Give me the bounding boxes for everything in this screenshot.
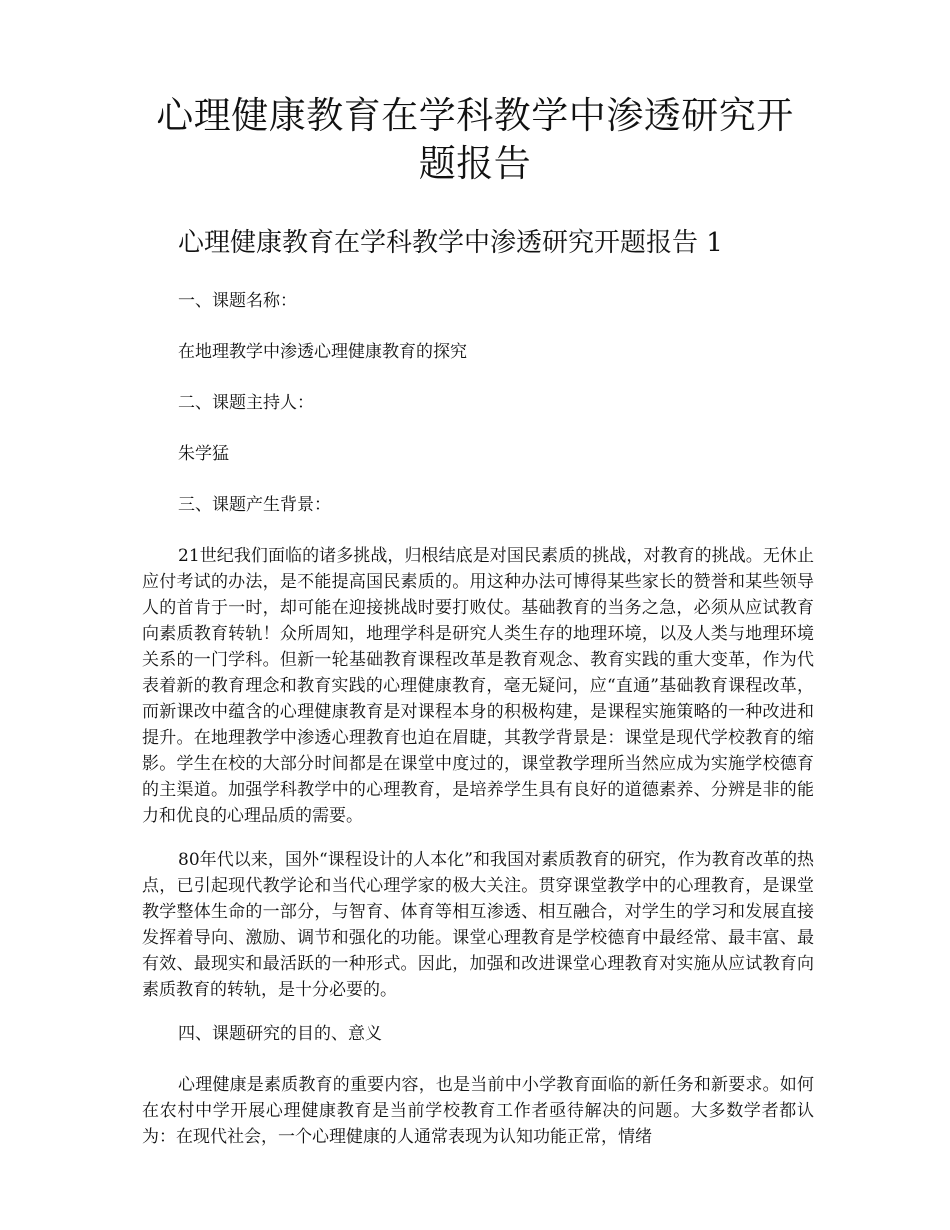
paragraph-background-1: 21世纪我们面临的诸多挑战，归根结底是对国民素质的挑战，对教育的挑战。无休止应付考试的办法，是不能提高国民素质的。用这种办法可博得某些家长的赞誉和某些领导人的首肯于一时，却可能在迎接挑战时要打败仗。基础教育的当务之急，必须从应试教育向素质教育转轨！众所周知，地理学科是研究人类生存的地理环境，以及人类与地理环境关系的一门学科。但新一轮基础教育课程改革是教育观念、教育实践的重大变革，作为代表着新的教育理念和教育实践的心理健康教育，毫无疑问，应“直通”基础教育课程改革，而新课改中蕴含的心理健康教育是对课程本身的积极构建，是课程实施策略的一种改进和提升。在地理教学中渗透心理教育也迫在眉睫，其教学背景是：课堂是现代学校教育的缩影。学生在校的大部分时间都是在课堂中度过的，课堂教学理所当然应成为实施学校德育的主渠道。加强学科教学中的心理教育，是培养学生具有良好的道德素养、分辨是非的能力和优良的心理品质的需要。: [142, 546, 814, 826]
paragraph-background-2: 80年代以来，国外“课程设计的人本化”和我国对素质教育的研究，作为教育改革的热点，已引起现代教学论和当代心理学家的极大关注。贯穿课堂教学中的心理教育，是课堂教学整体生命的一部分，与智育、体育等相互渗透、相互融合，对学生的学习和发展直接发挥着导向、激励、调节和强化的功能。课堂心理教育是学校德育中最经常、最丰富、最有效、最现实和最活跃的一种形式。因此，加强和改进课堂心理教育对实施从应试教育向素质教育的转轨，是十分必要的。: [142, 850, 814, 1000]
paragraph-purpose: 心理健康是素质教育的重要内容，也是当前中小学教育面临的新任务和新要求。如何在农村中学开展心理健康教育是当前学校教育工作者亟待解决的问题。大多数学者都认为：在现代社会，一个心理健康的人通常表现为认知功能正常，情绪: [142, 1075, 814, 1147]
heading-purpose: 四、课题研究的目的、意义: [178, 1024, 382, 1044]
document-body: [142, 288, 814, 1168]
paragraph-host: 朱学猛: [178, 444, 229, 464]
heading-topic-name: 一、课题名称：: [178, 291, 297, 311]
document-title: 心理健康教育在学科教学中渗透研究开题报告: [156, 94, 794, 185]
section-title: 心理健康教育在学科教学中渗透研究开题报告 1: [178, 228, 723, 258]
heading-background: 三、课题产生背景：: [178, 495, 331, 515]
heading-host: 二、课题主持人：: [178, 393, 314, 413]
paragraph-topic: 在地理教学中渗透心理健康教育的探究: [178, 342, 467, 362]
